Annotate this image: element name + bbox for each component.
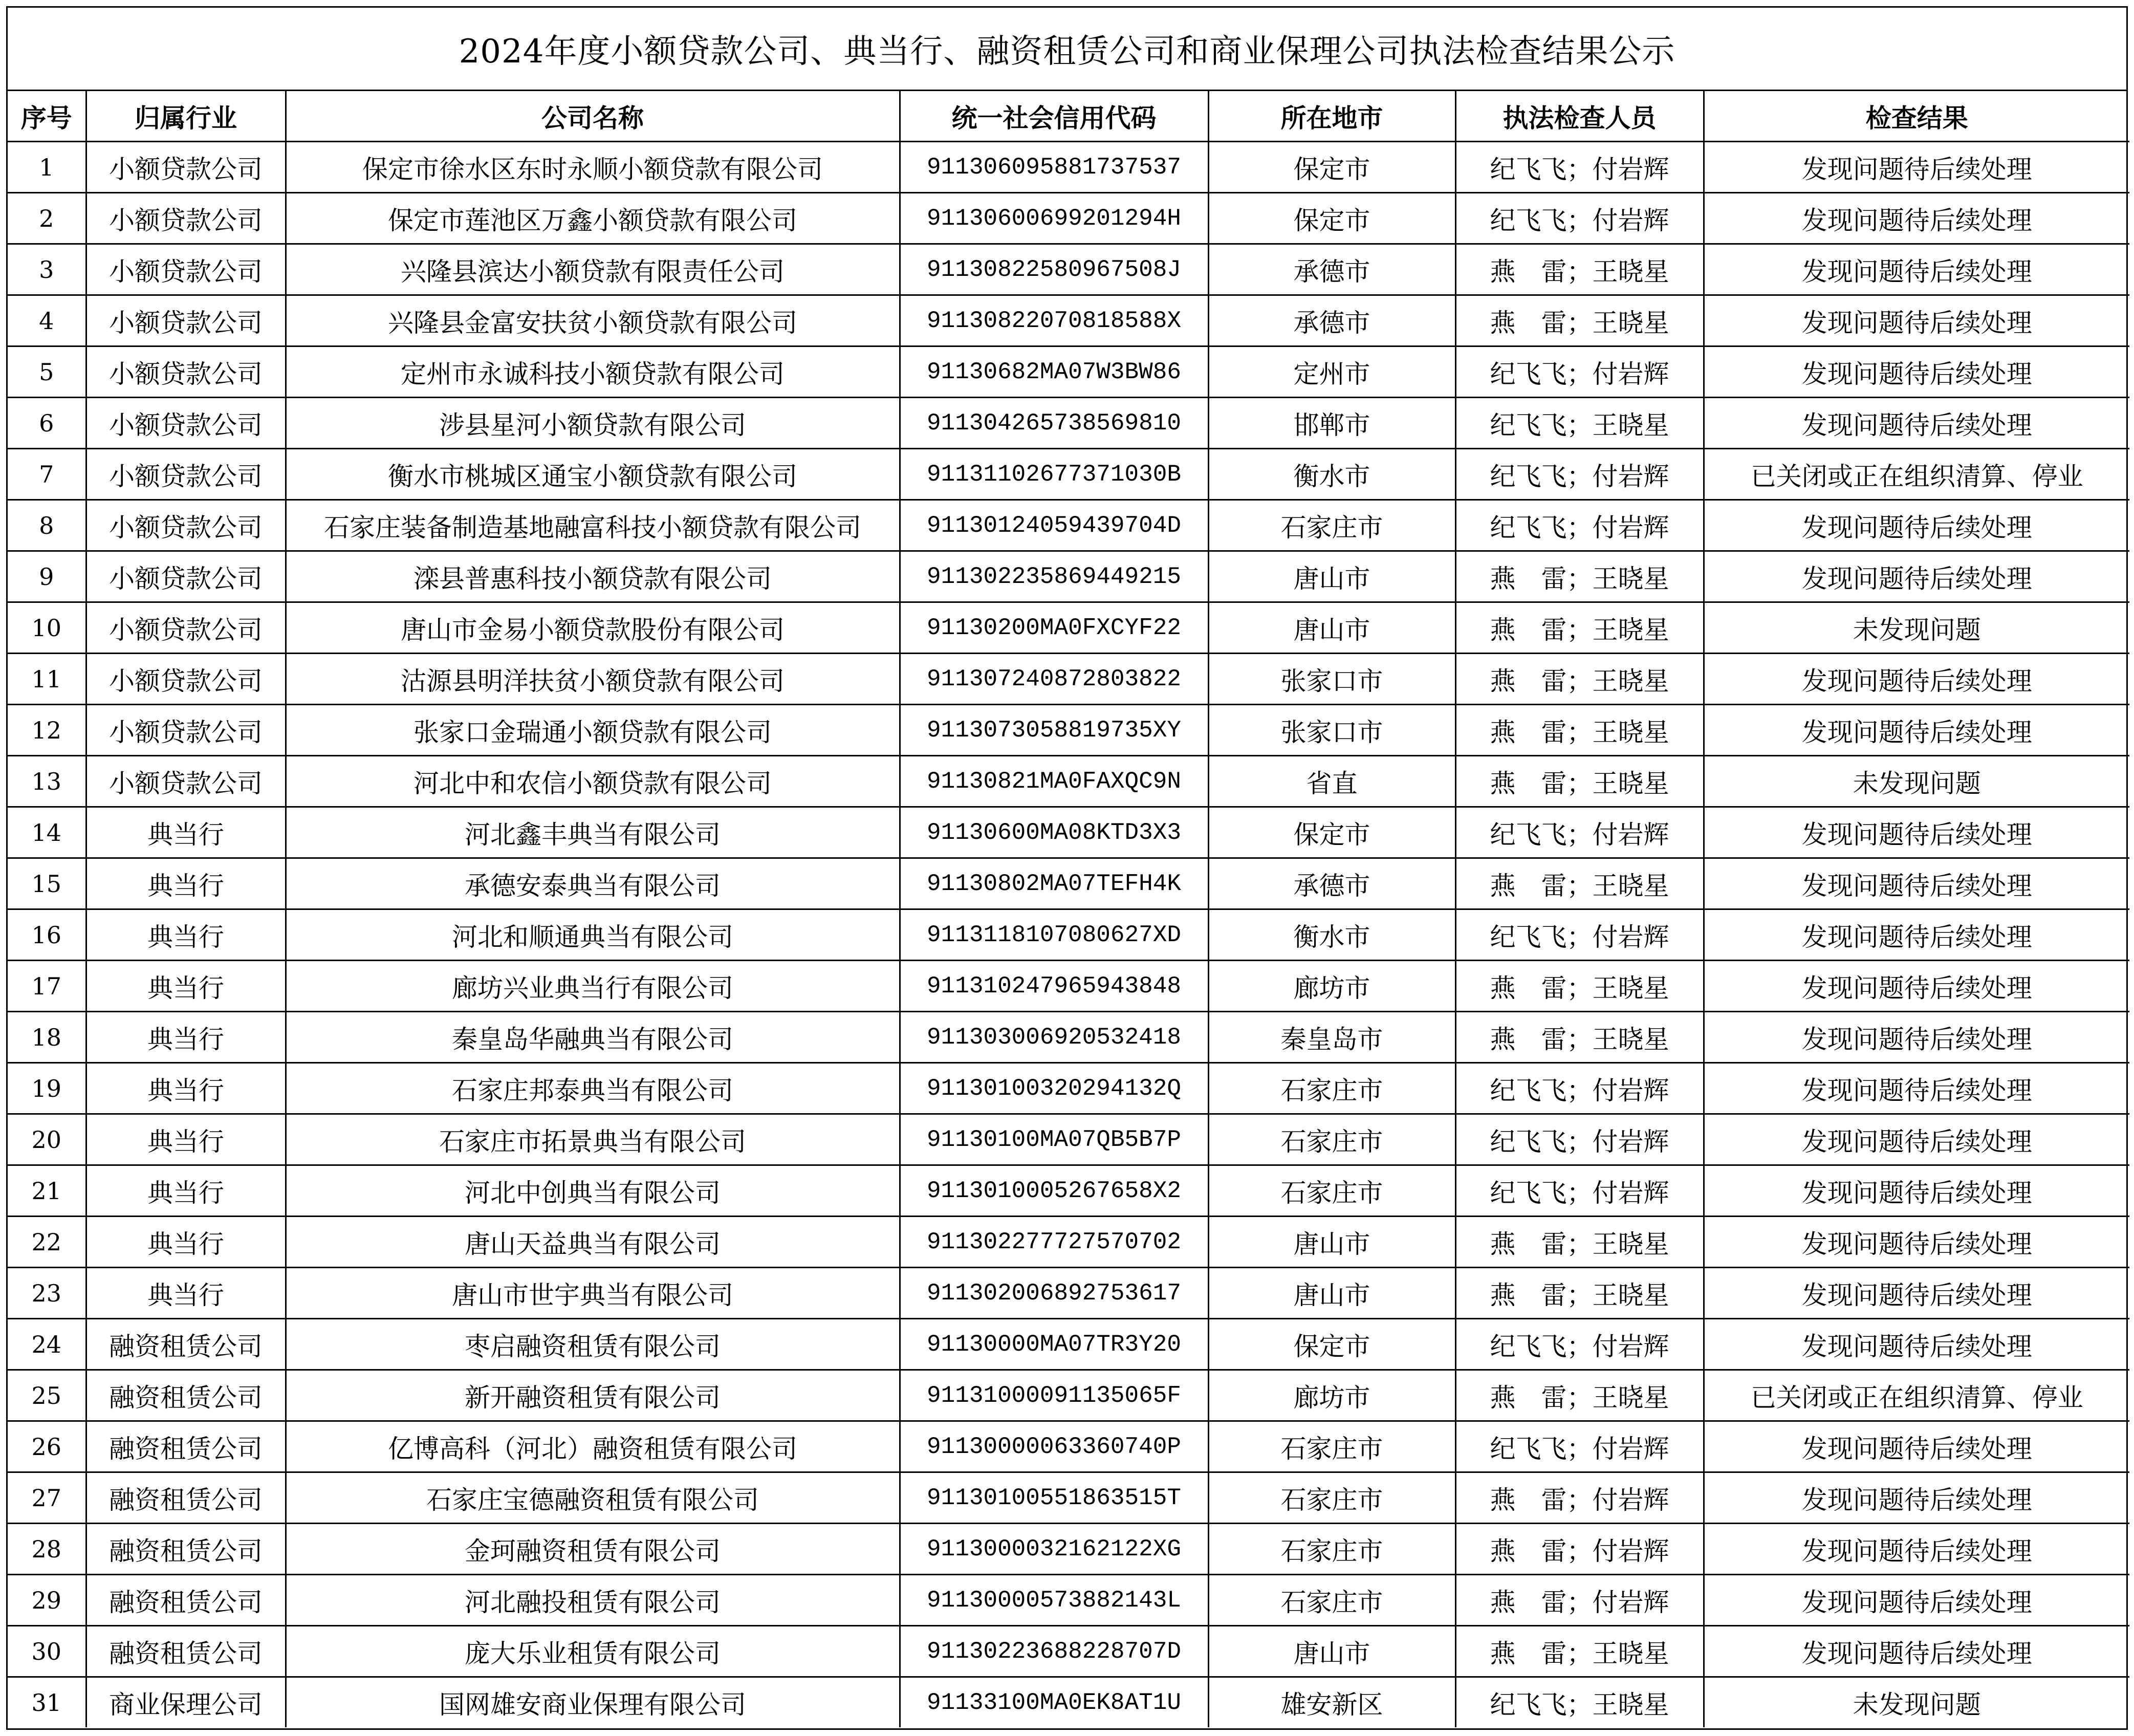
row-credit-code: 911302006892753617 (900, 1268, 1208, 1319)
row-city: 石家庄市 (1208, 1165, 1455, 1217)
row-inspectors: 纪飞飞；王晓星 (1455, 398, 1704, 449)
row-index: 28 (8, 1524, 86, 1575)
row-industry: 小额贷款公司 (86, 142, 286, 193)
row-credit-code: 91130802MA07TEFH4K (900, 858, 1208, 909)
row-company-name: 石家庄市拓景典当有限公司 (286, 1114, 900, 1165)
row-result: 发现问题待后续处理 (1704, 1165, 2129, 1217)
row-city: 张家口市 (1208, 654, 1455, 705)
row-city: 省直 (1208, 756, 1455, 807)
row-result: 发现问题待后续处理 (1704, 1217, 2129, 1268)
row-result: 发现问题待后续处理 (1704, 705, 2129, 756)
row-index: 15 (8, 858, 86, 909)
row-inspectors: 燕 雷；王晓星 (1455, 295, 1704, 346)
row-result: 发现问题待后续处理 (1704, 500, 2129, 551)
row-index: 22 (8, 1217, 86, 1268)
row-inspectors: 燕 雷；王晓星 (1455, 1626, 1704, 1677)
row-inspectors: 燕 雷；王晓星 (1455, 654, 1704, 705)
table-row (8, 244, 2129, 295)
row-index: 12 (8, 705, 86, 756)
row-company-name: 唐山市世宇典当有限公司 (286, 1268, 900, 1319)
row-industry: 小额贷款公司 (86, 193, 286, 244)
row-company-name: 石家庄宝德融资租赁有限公司 (286, 1472, 900, 1524)
row-inspectors: 纪飞飞；付岩辉 (1455, 193, 1704, 244)
table-row (8, 961, 2129, 1012)
row-city: 张家口市 (1208, 705, 1455, 756)
row-city: 承德市 (1208, 295, 1455, 346)
row-credit-code: 9113010005267658X2 (900, 1165, 1208, 1217)
row-index: 4 (8, 295, 86, 346)
row-city: 石家庄市 (1208, 500, 1455, 551)
row-city: 衡水市 (1208, 909, 1455, 961)
row-result: 发现问题待后续处理 (1704, 858, 2129, 909)
row-company-name: 兴隆县滨达小额贷款有限责任公司 (286, 244, 900, 295)
table-row (8, 142, 2129, 193)
row-city: 邯郸市 (1208, 398, 1455, 449)
row-index: 7 (8, 449, 86, 500)
col-header-inspectors: 执法检查人员 (1455, 91, 1704, 142)
row-industry: 融资租赁公司 (86, 1524, 286, 1575)
row-inspectors: 纪飞飞；付岩辉 (1455, 1421, 1704, 1472)
row-credit-code: 9113073058819735XY (900, 705, 1208, 756)
table-body (8, 142, 2129, 1728)
row-industry: 典当行 (86, 1268, 286, 1319)
row-industry: 小额贷款公司 (86, 244, 286, 295)
row-industry: 商业保理公司 (86, 1677, 286, 1728)
row-inspectors: 燕 雷；付岩辉 (1455, 1575, 1704, 1626)
row-company-name: 涉县星河小额贷款有限公司 (286, 398, 900, 449)
row-city: 唐山市 (1208, 1268, 1455, 1319)
row-credit-code: 91130600699201294H (900, 193, 1208, 244)
row-inspectors: 纪飞飞；付岩辉 (1455, 1063, 1704, 1114)
row-inspectors: 纪飞飞；付岩辉 (1455, 500, 1704, 551)
row-index: 1 (8, 142, 86, 193)
row-credit-code: 91130000MA07TR3Y20 (900, 1319, 1208, 1370)
row-company-name: 国网雄安商业保理有限公司 (286, 1677, 900, 1728)
row-credit-code: 91131000091135065F (900, 1370, 1208, 1421)
row-inspectors: 纪飞飞；付岩辉 (1455, 1165, 1704, 1217)
col-header-result: 检查结果 (1704, 91, 2129, 142)
table-row (8, 551, 2129, 602)
row-inspectors: 燕 雷；王晓星 (1455, 602, 1704, 654)
row-inspectors: 纪飞飞；付岩辉 (1455, 142, 1704, 193)
row-city: 石家庄市 (1208, 1114, 1455, 1165)
table-row (8, 1165, 2129, 1217)
row-company-name: 滦县普惠科技小额贷款有限公司 (286, 551, 900, 602)
row-company-name: 秦皇岛华融典当有限公司 (286, 1012, 900, 1063)
row-credit-code: 911307240872803822 (900, 654, 1208, 705)
row-credit-code: 91130100320294132Q (900, 1063, 1208, 1114)
row-result: 发现问题待后续处理 (1704, 807, 2129, 858)
row-industry: 融资租赁公司 (86, 1319, 286, 1370)
table-row (8, 1012, 2129, 1063)
row-index: 5 (8, 346, 86, 398)
row-result: 发现问题待后续处理 (1704, 961, 2129, 1012)
row-industry: 典当行 (86, 961, 286, 1012)
row-industry: 融资租赁公司 (86, 1370, 286, 1421)
table-row (8, 500, 2129, 551)
row-credit-code: 91133100MA0EK8AT1U (900, 1677, 1208, 1728)
row-city: 保定市 (1208, 193, 1455, 244)
row-inspectors: 纪飞飞；付岩辉 (1455, 449, 1704, 500)
row-index: 29 (8, 1575, 86, 1626)
row-index: 27 (8, 1472, 86, 1524)
row-index: 23 (8, 1268, 86, 1319)
row-city: 保定市 (1208, 142, 1455, 193)
row-inspectors: 燕 雷；王晓星 (1455, 705, 1704, 756)
row-credit-code: 911302277727570702 (900, 1217, 1208, 1268)
row-company-name: 石家庄装备制造基地融富科技小额贷款有限公司 (286, 500, 900, 551)
row-result: 发现问题待后续处理 (1704, 551, 2129, 602)
row-index: 6 (8, 398, 86, 449)
table-header-row (8, 91, 2129, 142)
row-index: 11 (8, 654, 86, 705)
row-index: 21 (8, 1165, 86, 1217)
row-inspectors: 燕 雷；王晓星 (1455, 1012, 1704, 1063)
row-city: 秦皇岛市 (1208, 1012, 1455, 1063)
row-industry: 小额贷款公司 (86, 705, 286, 756)
table-row (8, 756, 2129, 807)
table-row (8, 398, 2129, 449)
row-result: 已关闭或正在组织清算、停业 (1704, 449, 2129, 500)
row-city: 承德市 (1208, 858, 1455, 909)
row-industry: 典当行 (86, 909, 286, 961)
table-row (8, 1319, 2129, 1370)
row-credit-code: 91130821MA0FAXQC9N (900, 756, 1208, 807)
table-row (8, 346, 2129, 398)
col-header-city: 所在地市 (1208, 91, 1455, 142)
row-credit-code: 91130100MA07QB5B7P (900, 1114, 1208, 1165)
row-industry: 小额贷款公司 (86, 449, 286, 500)
row-company-name: 唐山市金易小额贷款股份有限公司 (286, 602, 900, 654)
row-credit-code: 9113118107080627XD (900, 909, 1208, 961)
col-header-company: 公司名称 (286, 91, 900, 142)
row-company-name: 承德安泰典当有限公司 (286, 858, 900, 909)
row-index: 9 (8, 551, 86, 602)
table-row (8, 602, 2129, 654)
row-index: 16 (8, 909, 86, 961)
row-city: 定州市 (1208, 346, 1455, 398)
table-row (8, 807, 2129, 858)
row-industry: 融资租赁公司 (86, 1472, 286, 1524)
row-city: 石家庄市 (1208, 1575, 1455, 1626)
row-result: 已关闭或正在组织清算、停业 (1704, 1370, 2129, 1421)
row-industry: 小额贷款公司 (86, 346, 286, 398)
table-row (8, 705, 2129, 756)
row-company-name: 河北融投租赁有限公司 (286, 1575, 900, 1626)
row-inspectors: 燕 雷；王晓星 (1455, 1268, 1704, 1319)
page-title: 2024年度小额贷款公司、典当行、融资租赁公司和商业保理公司执法检查结果公示 (8, 8, 2126, 91)
row-company-name: 张家口金瑞通小额贷款有限公司 (286, 705, 900, 756)
row-city: 石家庄市 (1208, 1472, 1455, 1524)
row-result: 发现问题待后续处理 (1704, 1268, 2129, 1319)
row-company-name: 保定市莲池区万鑫小额贷款有限公司 (286, 193, 900, 244)
row-inspectors: 燕 雷；王晓星 (1455, 551, 1704, 602)
row-result: 发现问题待后续处理 (1704, 1063, 2129, 1114)
row-company-name: 庞大乐业租赁有限公司 (286, 1626, 900, 1677)
row-credit-code: 91130000573882143L (900, 1575, 1208, 1626)
row-company-name: 河北中和农信小额贷款有限公司 (286, 756, 900, 807)
row-index: 31 (8, 1677, 86, 1728)
row-city: 唐山市 (1208, 1626, 1455, 1677)
row-city: 石家庄市 (1208, 1421, 1455, 1472)
row-industry: 小额贷款公司 (86, 295, 286, 346)
row-company-name: 枣启融资租赁有限公司 (286, 1319, 900, 1370)
row-index: 8 (8, 500, 86, 551)
row-credit-code: 91131102677371030B (900, 449, 1208, 500)
row-result: 发现问题待后续处理 (1704, 244, 2129, 295)
row-city: 保定市 (1208, 807, 1455, 858)
row-result: 未发现问题 (1704, 602, 2129, 654)
row-index: 13 (8, 756, 86, 807)
row-company-name: 河北鑫丰典当有限公司 (286, 807, 900, 858)
row-result: 发现问题待后续处理 (1704, 295, 2129, 346)
row-industry: 典当行 (86, 1217, 286, 1268)
row-credit-code: 911306095881737537 (900, 142, 1208, 193)
row-result: 发现问题待后续处理 (1704, 1319, 2129, 1370)
row-credit-code: 911310247965943848 (900, 961, 1208, 1012)
row-index: 14 (8, 807, 86, 858)
row-credit-code: 91130200MA0FXCYF22 (900, 602, 1208, 654)
row-industry: 典当行 (86, 1114, 286, 1165)
row-city: 保定市 (1208, 1319, 1455, 1370)
row-credit-code: 91130223688228707D (900, 1626, 1208, 1677)
row-index: 30 (8, 1626, 86, 1677)
row-industry: 小额贷款公司 (86, 398, 286, 449)
row-city: 雄安新区 (1208, 1677, 1455, 1728)
row-inspectors: 纪飞飞；付岩辉 (1455, 909, 1704, 961)
row-result: 发现问题待后续处理 (1704, 1524, 2129, 1575)
row-result: 发现问题待后续处理 (1704, 1012, 2129, 1063)
row-credit-code: 911304265738569810 (900, 398, 1208, 449)
row-city: 石家庄市 (1208, 1063, 1455, 1114)
row-credit-code: 91130124059439704D (900, 500, 1208, 551)
row-index: 18 (8, 1012, 86, 1063)
row-result: 发现问题待后续处理 (1704, 193, 2129, 244)
row-result: 发现问题待后续处理 (1704, 1575, 2129, 1626)
row-company-name: 沽源县明洋扶贫小额贷款有限公司 (286, 654, 900, 705)
col-header-index: 序号 (8, 91, 86, 142)
row-inspectors: 燕 雷；王晓星 (1455, 858, 1704, 909)
table-row (8, 449, 2129, 500)
table-row (8, 295, 2129, 346)
row-credit-code: 911303006920532418 (900, 1012, 1208, 1063)
row-industry: 典当行 (86, 1165, 286, 1217)
row-industry: 小额贷款公司 (86, 654, 286, 705)
row-credit-code: 91130682MA07W3BW86 (900, 346, 1208, 398)
row-inspectors: 纪飞飞；王晓星 (1455, 1677, 1704, 1728)
row-industry: 典当行 (86, 807, 286, 858)
row-credit-code: 911302235869449215 (900, 551, 1208, 602)
row-industry: 小额贷款公司 (86, 500, 286, 551)
table-row (8, 858, 2129, 909)
row-inspectors: 纪飞飞；付岩辉 (1455, 807, 1704, 858)
row-result: 发现问题待后续处理 (1704, 1114, 2129, 1165)
row-industry: 小额贷款公司 (86, 602, 286, 654)
row-inspectors: 纪飞飞；付岩辉 (1455, 346, 1704, 398)
row-index: 17 (8, 961, 86, 1012)
row-industry: 小额贷款公司 (86, 551, 286, 602)
row-company-name: 定州市永诚科技小额贷款有限公司 (286, 346, 900, 398)
row-city: 唐山市 (1208, 551, 1455, 602)
row-inspectors: 燕 雷；王晓星 (1455, 756, 1704, 807)
row-result: 发现问题待后续处理 (1704, 654, 2129, 705)
row-index: 24 (8, 1319, 86, 1370)
row-company-name: 保定市徐水区东时永顺小额贷款有限公司 (286, 142, 900, 193)
row-industry: 小额贷款公司 (86, 756, 286, 807)
table-row (8, 1575, 2129, 1626)
col-header-industry: 归属行业 (86, 91, 286, 142)
row-result: 未发现问题 (1704, 756, 2129, 807)
row-company-name: 石家庄邦泰典当有限公司 (286, 1063, 900, 1114)
row-company-name: 亿博高科（河北）融资租赁有限公司 (286, 1421, 900, 1472)
row-credit-code: 91130822580967508J (900, 244, 1208, 295)
row-index: 26 (8, 1421, 86, 1472)
row-industry: 典当行 (86, 858, 286, 909)
row-city: 衡水市 (1208, 449, 1455, 500)
row-result: 发现问题待后续处理 (1704, 1472, 2129, 1524)
row-index: 19 (8, 1063, 86, 1114)
row-credit-code: 91130000063360740P (900, 1421, 1208, 1472)
table-row (8, 1677, 2129, 1728)
row-city: 廊坊市 (1208, 1370, 1455, 1421)
row-result: 发现问题待后续处理 (1704, 142, 2129, 193)
row-inspectors: 燕 雷；王晓星 (1455, 961, 1704, 1012)
table-row (8, 1421, 2129, 1472)
row-industry: 典当行 (86, 1012, 286, 1063)
row-industry: 融资租赁公司 (86, 1575, 286, 1626)
table-row (8, 654, 2129, 705)
row-city: 唐山市 (1208, 1217, 1455, 1268)
table-row (8, 909, 2129, 961)
row-company-name: 金珂融资租赁有限公司 (286, 1524, 900, 1575)
row-credit-code: 91130822070818588X (900, 295, 1208, 346)
table-row (8, 193, 2129, 244)
row-result: 发现问题待后续处理 (1704, 909, 2129, 961)
table-row (8, 1063, 2129, 1114)
row-city: 承德市 (1208, 244, 1455, 295)
row-index: 3 (8, 244, 86, 295)
table-row (8, 1217, 2129, 1268)
row-result: 发现问题待后续处理 (1704, 398, 2129, 449)
table-row (8, 1626, 2129, 1677)
row-index: 10 (8, 602, 86, 654)
row-result: 发现问题待后续处理 (1704, 1421, 2129, 1472)
row-index: 2 (8, 193, 86, 244)
results-sheet (6, 6, 2128, 1730)
row-result: 发现问题待后续处理 (1704, 346, 2129, 398)
row-industry: 融资租赁公司 (86, 1421, 286, 1472)
row-result: 发现问题待后续处理 (1704, 1626, 2129, 1677)
row-inspectors: 燕 雷；王晓星 (1455, 1370, 1704, 1421)
row-company-name: 河北和顺通典当有限公司 (286, 909, 900, 961)
results-table (8, 91, 2129, 1727)
row-inspectors: 燕 雷；付岩辉 (1455, 1524, 1704, 1575)
row-company-name: 兴隆县金富安扶贫小额贷款有限公司 (286, 295, 900, 346)
row-inspectors: 纪飞飞；付岩辉 (1455, 1319, 1704, 1370)
row-credit-code: 9113000032162122XG (900, 1524, 1208, 1575)
row-inspectors: 燕 雷；王晓星 (1455, 1217, 1704, 1268)
row-index: 25 (8, 1370, 86, 1421)
row-index: 20 (8, 1114, 86, 1165)
row-inspectors: 燕 雷；王晓星 (1455, 244, 1704, 295)
row-credit-code: 91130100551863515T (900, 1472, 1208, 1524)
table-row (8, 1114, 2129, 1165)
col-header-credit-code: 统一社会信用代码 (900, 91, 1208, 142)
table-row (8, 1524, 2129, 1575)
row-inspectors: 燕 雷；付岩辉 (1455, 1472, 1704, 1524)
row-city: 石家庄市 (1208, 1524, 1455, 1575)
table-row (8, 1472, 2129, 1524)
row-city: 廊坊市 (1208, 961, 1455, 1012)
row-company-name: 廊坊兴业典当行有限公司 (286, 961, 900, 1012)
row-company-name: 衡水市桃城区通宝小额贷款有限公司 (286, 449, 900, 500)
row-inspectors: 纪飞飞；付岩辉 (1455, 1114, 1704, 1165)
row-company-name: 新开融资租赁有限公司 (286, 1370, 900, 1421)
row-city: 唐山市 (1208, 602, 1455, 654)
table-row (8, 1268, 2129, 1319)
row-result: 未发现问题 (1704, 1677, 2129, 1728)
table-row (8, 1370, 2129, 1421)
row-company-name: 唐山天益典当有限公司 (286, 1217, 900, 1268)
row-credit-code: 91130600MA08KTD3X3 (900, 807, 1208, 858)
row-company-name: 河北中创典当有限公司 (286, 1165, 900, 1217)
row-industry: 典当行 (86, 1063, 286, 1114)
row-industry: 融资租赁公司 (86, 1626, 286, 1677)
